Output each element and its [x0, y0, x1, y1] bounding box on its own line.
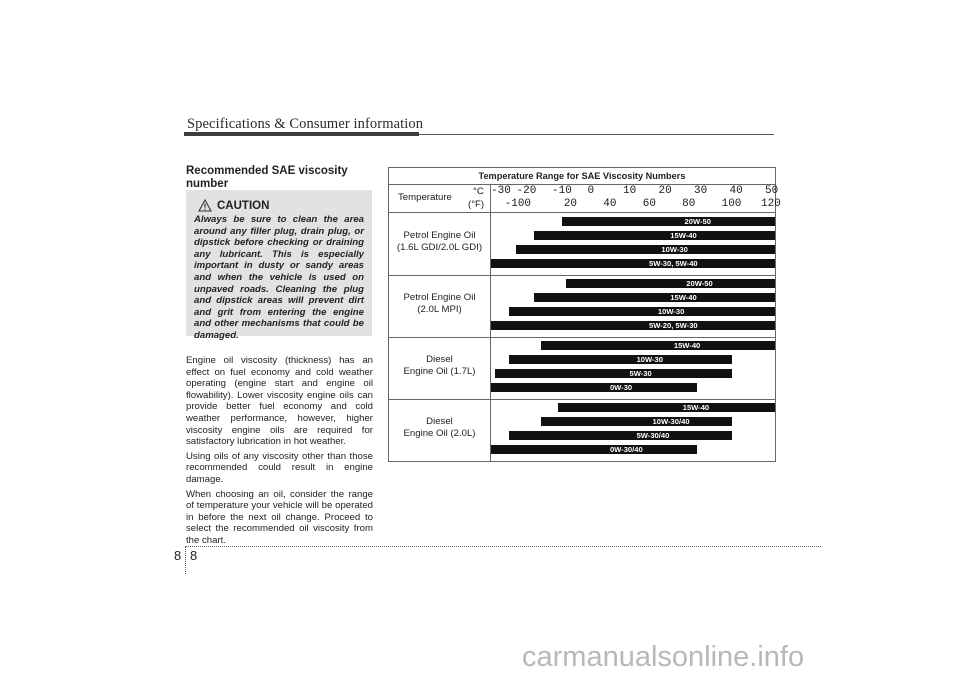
- viscosity-bar: [558, 403, 775, 412]
- viscosity-bar-label: 5W-30: [629, 369, 652, 378]
- viscosity-chart: [388, 167, 781, 462]
- engine-oil-type-label-line: Petrol Engine Oil: [403, 292, 476, 303]
- fahrenheit-tick-label: 20: [563, 198, 578, 210]
- fahrenheit-unit-label: (°F): [468, 199, 485, 210]
- celsius-tick-label: 20: [658, 185, 672, 197]
- viscosity-bar-label: 5W-30/40: [636, 431, 670, 440]
- chart-row-separator: [389, 399, 775, 400]
- engine-oil-type-label: [389, 292, 490, 316]
- fahrenheit-tick-label: 60: [642, 198, 656, 210]
- viscosity-bar: [566, 279, 775, 288]
- celsius-tick-label: 10: [623, 185, 637, 197]
- celsius-tick-label: 0: [587, 185, 595, 197]
- engine-oil-type-label-line: Engine Oil (2.0L): [403, 428, 476, 439]
- viscosity-bar: [541, 341, 775, 350]
- celsius-tick-label: -30: [491, 185, 511, 197]
- viscosity-bar: [491, 321, 775, 330]
- temperature-label: Temperature: [398, 192, 452, 203]
- chart-row-separator: [389, 337, 775, 338]
- page-number-chapter: 8: [174, 548, 182, 563]
- body-paragraph: Using oils of any viscosity other than those recommended could result in engine damage.: [186, 450, 373, 485]
- engine-oil-type-label: [389, 230, 490, 254]
- viscosity-bar-label: 15W-40: [682, 403, 710, 412]
- caution-header: [198, 199, 269, 212]
- viscosity-bar-label: 0W-30/40: [609, 445, 643, 454]
- viscosity-bar-label: 5W-20, 5W-30: [649, 321, 698, 330]
- viscosity-bar: [509, 431, 733, 440]
- engine-oil-type-label-line: (1.6L GDI/2.0L GDI): [396, 242, 483, 253]
- viscosity-bar-label: 5W-30, 5W-40: [649, 259, 698, 268]
- celsius-tick-label: -10: [552, 185, 572, 197]
- watermark: carmanualsonline.info: [522, 641, 805, 673]
- fahrenheit-tick-label: 0: [524, 198, 531, 210]
- viscosity-bar-label: 20W-50: [684, 217, 711, 226]
- body-paragraph: When choosing an oil, consider the range of temperature your vehicle will be operated in before the next oil change. Proceed to select the recommended oil viscosity from the chart.: [186, 488, 373, 546]
- engine-oil-type-label-line: Engine Oil (1.7L): [403, 366, 476, 377]
- viscosity-bar: [491, 259, 775, 268]
- section-title: Recommended SAE viscosity number: [186, 165, 348, 190]
- viscosity-bar-label: 10W-30: [636, 355, 663, 364]
- viscosity-bar: [495, 369, 733, 378]
- viscosity-bar: [534, 231, 775, 240]
- celsius-unit-label: °C: [473, 186, 484, 197]
- footer-rule: [185, 546, 821, 547]
- caution-text: Always be sure to clean the area around any filler plug, drain plug, or dipstick before checking or draining any lubricant. This is especially important in dusty or sandy areas and when the vehicle is used on unpaved roads. Cleaning the plug and dipstick areas will prevent dirt and grit from entering the engine and other mechanisms that could be damaged.: [194, 214, 364, 341]
- celsius-tick-label: 50: [765, 185, 779, 197]
- viscosity-bar: [562, 217, 775, 226]
- viscosity-bar: [509, 355, 733, 364]
- engine-oil-type-label: [389, 416, 490, 440]
- engine-oil-type-label: [389, 354, 490, 378]
- viscosity-bar: [541, 417, 733, 426]
- celsius-tick-label: -20: [516, 185, 537, 197]
- page-number: 8: [190, 548, 198, 563]
- viscosity-bar-label: 10W-30/40: [652, 417, 690, 426]
- viscosity-bar: [534, 293, 775, 302]
- caution-label: CAUTION: [217, 199, 270, 212]
- engine-oil-type-label-line: Diesel: [426, 354, 453, 365]
- fahrenheit-tick-label: 120: [761, 198, 781, 210]
- viscosity-bar: [491, 383, 697, 392]
- fahrenheit-tick-label: 100: [721, 198, 742, 210]
- body-text: [186, 355, 373, 550]
- chart-row-separator: [389, 275, 775, 276]
- engine-oil-type-label-line: Diesel: [426, 416, 453, 427]
- engine-oil-type-label-line: (2.0L MPI): [417, 304, 462, 315]
- viscosity-bar-label: 20W-50: [686, 279, 713, 288]
- viscosity-bar: [509, 307, 775, 316]
- viscosity-bar-label: 10W-30: [657, 307, 685, 316]
- footer-divider: [185, 546, 186, 574]
- chart-title: Temperature Range for SAE Viscosity Numbers: [389, 168, 775, 185]
- viscosity-bar-label: 15W-40: [673, 341, 701, 350]
- page-header-title: Specifications & Consumer information: [187, 116, 424, 132]
- celsius-tick-label: 30: [694, 185, 708, 197]
- engine-oil-type-label-line: Petrol Engine Oil: [403, 230, 476, 241]
- celsius-tick-label: 40: [729, 185, 743, 197]
- chart-scale-header: [389, 185, 781, 213]
- header-rule-accent: [184, 132, 419, 136]
- fahrenheit-tick-label: 40: [603, 198, 617, 210]
- body-paragraph: Engine oil viscosity (thickness) has an effect on fuel economy and cold weather operating (engine start and engine oil flowability). Lower viscosity engine oils can provide better fuel economy and cold weather performance, however, higher viscosity engine oils are required for satisfactory lubrication in hot weather.: [186, 355, 373, 448]
- viscosity-bar-label: 0W-30: [609, 383, 633, 392]
- viscosity-bar-label: 15W-40: [670, 293, 697, 302]
- caution-box: [186, 190, 372, 341]
- warning-icon: [198, 199, 212, 212]
- viscosity-bar: [491, 445, 697, 454]
- viscosity-bar: [516, 245, 775, 254]
- fahrenheit-tick-label: 80: [682, 198, 696, 210]
- viscosity-bar-label: 15W-40: [670, 231, 697, 240]
- viscosity-bar-label: 10W-30: [661, 245, 688, 254]
- fahrenheit-tick-label: -10: [504, 198, 525, 210]
